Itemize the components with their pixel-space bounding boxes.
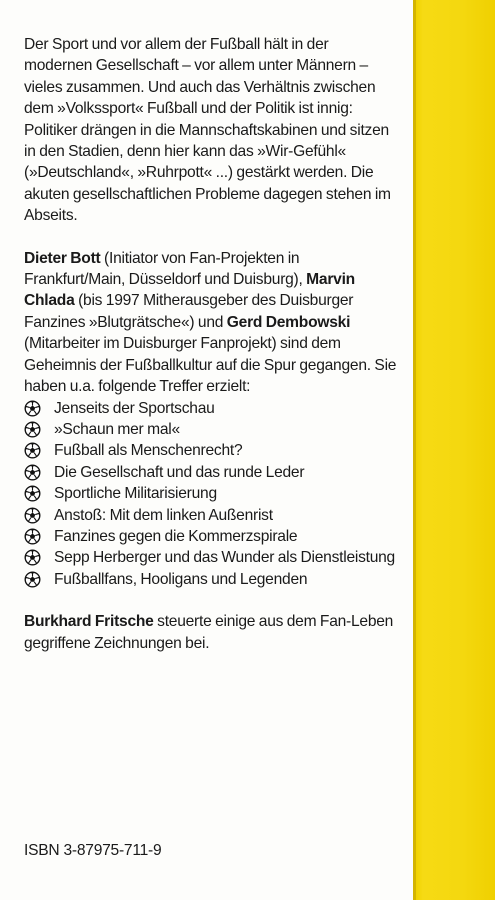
topic-label: Fanzines gegen die Kommerzspirale bbox=[54, 527, 298, 545]
author-name-chlada: Marvin Chlada bbox=[24, 271, 355, 310]
topic-label: Fußball als Menschenrecht? bbox=[54, 442, 243, 460]
topic-label: Sportliche Militarisierung bbox=[54, 485, 217, 503]
soccer-ball-icon bbox=[24, 421, 41, 438]
topic-list-item bbox=[24, 569, 400, 590]
topic-list-item bbox=[24, 398, 400, 419]
topic-list-item bbox=[24, 526, 400, 547]
yellow-spine-edge bbox=[413, 0, 495, 900]
soccer-ball-icon bbox=[24, 442, 41, 459]
author-name-bott: Dieter Bott bbox=[24, 249, 101, 267]
topic-label: Fußballfans, Hooligans und Legenden bbox=[54, 570, 308, 588]
isbn-number: ISBN 3-87975-711-9 bbox=[24, 842, 162, 859]
blurb-text bbox=[24, 34, 400, 654]
soccer-ball-icon bbox=[24, 549, 41, 566]
topic-label: Die Gesellschaft und das runde Leder bbox=[54, 463, 305, 481]
illustrator-desc: steuerte einige aus dem Fan-Leben gegriffene Zeichnungen bei. bbox=[24, 613, 394, 652]
author-desc-bott: (Initiator von Fan-Projekten in Frankfurt/Main, Düsseldorf und Duisburg), bbox=[24, 249, 307, 289]
soccer-ball-icon bbox=[24, 464, 41, 481]
illustrator-name: Burkhard Fritsche bbox=[24, 613, 154, 631]
topic-label: Anstoß: Mit dem linken Außenrist bbox=[54, 506, 273, 524]
intro-paragraph: Der Sport und vor allem der Fußball hält in der modernen Gesellschaft – vor allem unter Männern – vieles zusammen. Und auch das Verhältnis zwischen dem »Volkssport« Fußball und der Politik ist innig: Politiker drängen in die Mannschaftskabinen und sitzen in den Stadien, denn hier kann das »Wir-Gefühl« (»Deutschland«, »Ruhrpott« ...) gestärkt werden. Die akuten gesellschaftlichen Probleme dagegen stehen im Abseits. bbox=[24, 36, 391, 225]
soccer-ball-icon bbox=[24, 400, 41, 417]
soccer-ball-icon bbox=[24, 485, 41, 502]
topic-label: Sepp Herberger und das Wunder als Dienstleistung bbox=[54, 549, 395, 567]
topic-label: Jenseits der Sportschau bbox=[54, 399, 215, 417]
topic-list-item bbox=[24, 547, 400, 568]
author-desc-chlada: (bis 1997 Mitherausgeber des Duisburger Fanzines »Blutgrätsche«) und bbox=[24, 292, 354, 331]
topic-list-item bbox=[24, 440, 400, 461]
soccer-ball-icon bbox=[24, 528, 41, 545]
authors-paragraph bbox=[24, 248, 400, 398]
topic-list bbox=[24, 398, 400, 591]
soccer-ball-icon bbox=[24, 507, 41, 524]
topic-list-item bbox=[24, 419, 400, 440]
soccer-ball-icon bbox=[24, 571, 41, 588]
topic-list-item bbox=[24, 483, 400, 504]
topic-list-item bbox=[24, 505, 400, 526]
topic-label: »Schaun mer mal« bbox=[54, 420, 180, 438]
topic-list-item bbox=[24, 462, 400, 483]
author-name-dembowski: Gerd Dembowski bbox=[226, 313, 351, 331]
author-desc-dembowski: (Mitarbeiter im Duisburger Fanprojekt) sind dem Geheimnis der Fußballkultur auf die Spur gegangen. Sie haben u.a. folgende Treffer erzielt: bbox=[24, 335, 397, 396]
illustrator-paragraph bbox=[24, 611, 400, 654]
